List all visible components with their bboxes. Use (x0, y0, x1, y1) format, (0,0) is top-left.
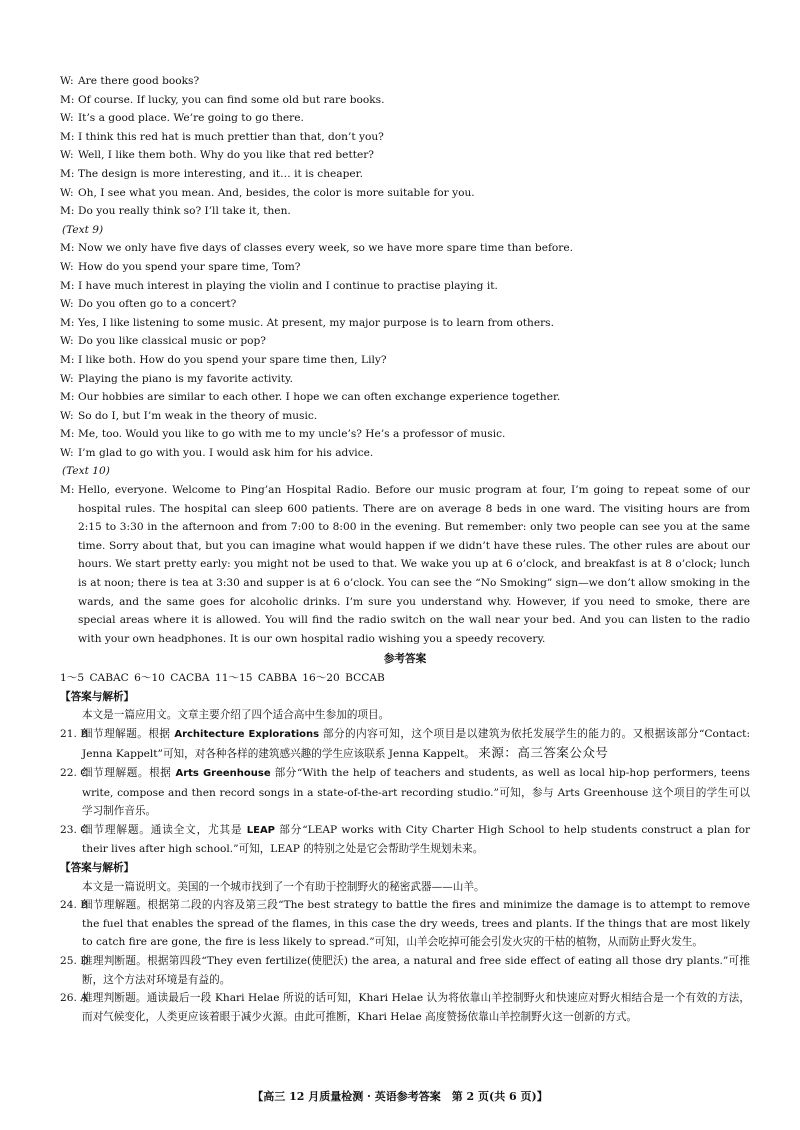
dialogue-line (60, 332, 750, 351)
dialogue-line (60, 72, 750, 91)
dialogue-text: Well, I like them both. Why do you like that red better? (78, 149, 374, 162)
dialogue-line (60, 314, 750, 333)
dialogue-text: Do you like classical music or pop? (78, 335, 266, 348)
speaker-label: W: (60, 186, 74, 199)
speaker-label: M: (60, 130, 75, 143)
dialogue-line (60, 109, 750, 128)
monologue-text-10 (60, 481, 750, 648)
dialogue-text: Do you often go to a concert? (78, 298, 237, 311)
answers-heading: 参考答案 (383, 653, 427, 666)
explanation-text: 部分“With the help of teachers and students, as well as local hip-hop performers, teens write, compose and then record songs in a state-of-the-art recording studio.”可知，参与 Arts Greenhouse 这个项目的学生可以学习制作音乐。 (82, 766, 750, 818)
speaker-label: W: (60, 149, 74, 162)
dialogue-text: Playing the piano is my favorite activity. (78, 372, 293, 385)
source-watermark: 来源：高三答案公众号 (478, 745, 609, 761)
monologue-text: Hello, everyone. Welcome to Ping’an Hospital Radio. Before our music program at four, I’m going to repeat some of our hospital rules. The hospital can sleep 600 patients. There are on average 8 beds in one ward. The visiting hours are from 2:15 to 3:30 in the afternoon and from 7:00 to 8:00 in the evening. But remember: only two people can see you at the same time. Sorry about that, but you can imagine what would happen if we didn’t have these rules. The other rules are about our hours. We start pretty early: you might not be used to that. We wake you up at 6 o’clock, and breakfast is at 8 o’clock; lunch is at noon; there is tea at 3:30 and supper is at 6 o’clock. You can see the “No Smoking” sign—we don’t allow smoking in the wards, and the same goes for alcoholic drinks. I’m sure you understand why. However, if you need to smoke, there are special areas where it is allowed. You will find the radio switch on the wall near your bed. And you can listen to the radio with your own headphones. It is our own hospital radio wishing you a speedy recovery. (78, 484, 750, 645)
question-number: 21. B (60, 727, 88, 740)
dialogue-text: It’s a good place. We’re going to go there. (78, 112, 304, 125)
question-number: 24. B (60, 899, 88, 912)
explanation-prefix: 细节理解题。根据 (82, 727, 171, 740)
dialogue-line (60, 184, 750, 203)
page-content (60, 72, 750, 1026)
explanation-text: 推理判断题。通读最后一段 Khari Helae 所说的话可知，Khari Helae 认为将依靠山羊控制野火和快速应对野火相结合是一个有效的方法，而对气候变化，人类更应该着眼于减少火源。由此可推断，Khari Helae 高度赞扬依靠山羊控制野火这一创新的方式。 (82, 992, 750, 1023)
speaker-label: W: (60, 372, 74, 385)
dialogue-text: I’m glad to go with you. I would ask him for his advice. (78, 446, 374, 459)
dialogue-line (60, 370, 750, 389)
section-name: Architecture Explorations (174, 728, 320, 740)
speaker-label: W: (60, 298, 74, 311)
question-23 (60, 821, 750, 859)
explanation-prefix: 细节理解题。通读全文，尤其是 (82, 823, 243, 836)
question-22 (60, 764, 750, 821)
dialogue-line (60, 295, 750, 314)
dialogue-line (60, 444, 750, 463)
explanation-text: 推理判断题。根据第四段“They even fertilize(使肥沃) the area, a natural and free side effect of eating all those dry plants.”可推断，这个方法对环境是有益的。 (82, 954, 750, 986)
dialogue-text: I have much interest in playing the violin and I continue to practise playing it. (78, 279, 498, 292)
dialogue-line (60, 165, 750, 184)
speaker-label: M: (60, 391, 75, 404)
section-2-heading: 【答案与解析】 (60, 861, 135, 874)
dialogue-text: Of course. If lucky, you can find some old but rare books. (78, 93, 385, 106)
dialogue-text-9 (60, 239, 750, 462)
explanation-text: 部分“LEAP works with City Charter High School to help students construct a plan for their lives after high school.”可知，LEAP 的特别之处是它会帮助学生规划未来。 (82, 823, 751, 856)
explanation-text: 细节理解题。根据第二段的内容及第三段“The best strategy to battle the fires and minimize the damage is to attempt to remove the fuel that enables the spread of the flames, in this case the dry weeds, trees and plants. If the things that are most likely to catch fire are gone, the fire is less likely to spread.”可知，山羊会吃掉可能会引发火灾的干枯的植物，从而防止野火发生。 (82, 899, 750, 949)
explanation-text: 部分的内容可知，这个项目是以建筑为依托发展学生的能力的。又根据该部分“Contact: Jenna Kappelt”可知，对各种各样的建筑感兴趣的学生应该联系 Jenna Kappelt。 (82, 727, 751, 761)
dialogue-text: Yes, I like listening to some music. At present, my major purpose is to learn from others. (78, 316, 554, 329)
speaker-label: W: (60, 409, 74, 422)
speaker-label: M: (60, 279, 75, 292)
question-24 (60, 896, 750, 952)
dialogue-text: I think this red hat is much prettier than that, don’t you? (78, 130, 384, 143)
dialogue-line (60, 202, 750, 221)
dialogue-line (60, 258, 750, 277)
speaker-label: W: (60, 75, 74, 87)
dialogue-line (60, 351, 750, 370)
question-26 (60, 989, 750, 1026)
text-10-label: (Text 10) (62, 465, 110, 478)
speaker-label: M: (60, 484, 75, 497)
dialogue-text: Oh, I see what you mean. And, besides, the color is more suitable for you. (78, 186, 475, 199)
speaker-label: W: (60, 446, 74, 459)
dialogue-line (60, 239, 750, 258)
dialogue-line (60, 146, 750, 165)
dialogue-text: The design is more interesting, and it… it is cheaper. (78, 167, 363, 180)
dialogue-line (60, 91, 750, 110)
speaker-label: M: (60, 353, 75, 366)
dialogue-text: So do I, but I’m weak in the theory of music. (78, 409, 318, 422)
dialogue-text: Me, too. Would you like to go with me to my uncle’s? He’s a professor of music. (78, 428, 506, 441)
explanation-prefix: 细节理解题。根据 (82, 766, 172, 779)
question-25 (60, 952, 750, 989)
section-name: LEAP (246, 824, 276, 836)
question-21 (60, 725, 750, 764)
question-number: 23. C (60, 823, 89, 836)
speaker-label: W: (60, 260, 74, 273)
speaker-label: M: (60, 316, 75, 329)
dialogue-line (60, 128, 750, 147)
dialogue-text: Are there good books? (78, 75, 200, 87)
section-name: Arts Greenhouse (175, 767, 271, 779)
text-9-label: (Text 9) (62, 223, 104, 236)
dialogue-text: How do you spend your spare time, Tom? (78, 260, 301, 273)
speaker-label: M: (60, 242, 75, 255)
dialogue-text: I like both. How do you spend your spare time then, Lily? (78, 353, 387, 366)
speaker-label: W: (60, 335, 74, 348)
dialogue-text: Do you really think so? I’ll take it, then. (78, 205, 291, 218)
speaker-label: M: (60, 205, 75, 218)
question-number: 22. C (60, 766, 89, 779)
speaker-label: W: (60, 112, 74, 125)
speaker-label: M: (60, 93, 75, 106)
question-number: 26. A (60, 992, 88, 1005)
section-1-intro: 本文是一篇应用文。文章主要介绍了四个适合高中生参加的项目。 (82, 709, 390, 722)
dialogue-text-8-end (60, 72, 750, 221)
speaker-label: M: (60, 428, 75, 441)
dialogue-line (60, 277, 750, 296)
page-footer: 【高三 12 月质量检测 · 英语参考答案 第 2 页(共 6 页)】 (252, 1090, 548, 1103)
dialogue-line (60, 425, 750, 444)
dialogue-line (60, 388, 750, 407)
speaker-label: M: (60, 167, 75, 180)
dialogue-text: Now we only have five days of classes every week, so we have more spare time than before. (78, 242, 573, 255)
section-1-heading: 【答案与解析】 (60, 690, 135, 703)
answers-line: 1～5 CABAC 6～10 CACBA 11～15 CABBA 16～20 BCCAB (60, 672, 385, 684)
dialogue-text: Our hobbies are similar to each other. I hope we can often exchange experience together. (78, 391, 561, 404)
section-2-intro: 本文是一篇说明文。美国的一个城市找到了一个有助于控制野火的秘密武器——山羊。 (82, 880, 485, 893)
question-number: 25. D (60, 954, 89, 967)
dialogue-line (60, 407, 750, 426)
